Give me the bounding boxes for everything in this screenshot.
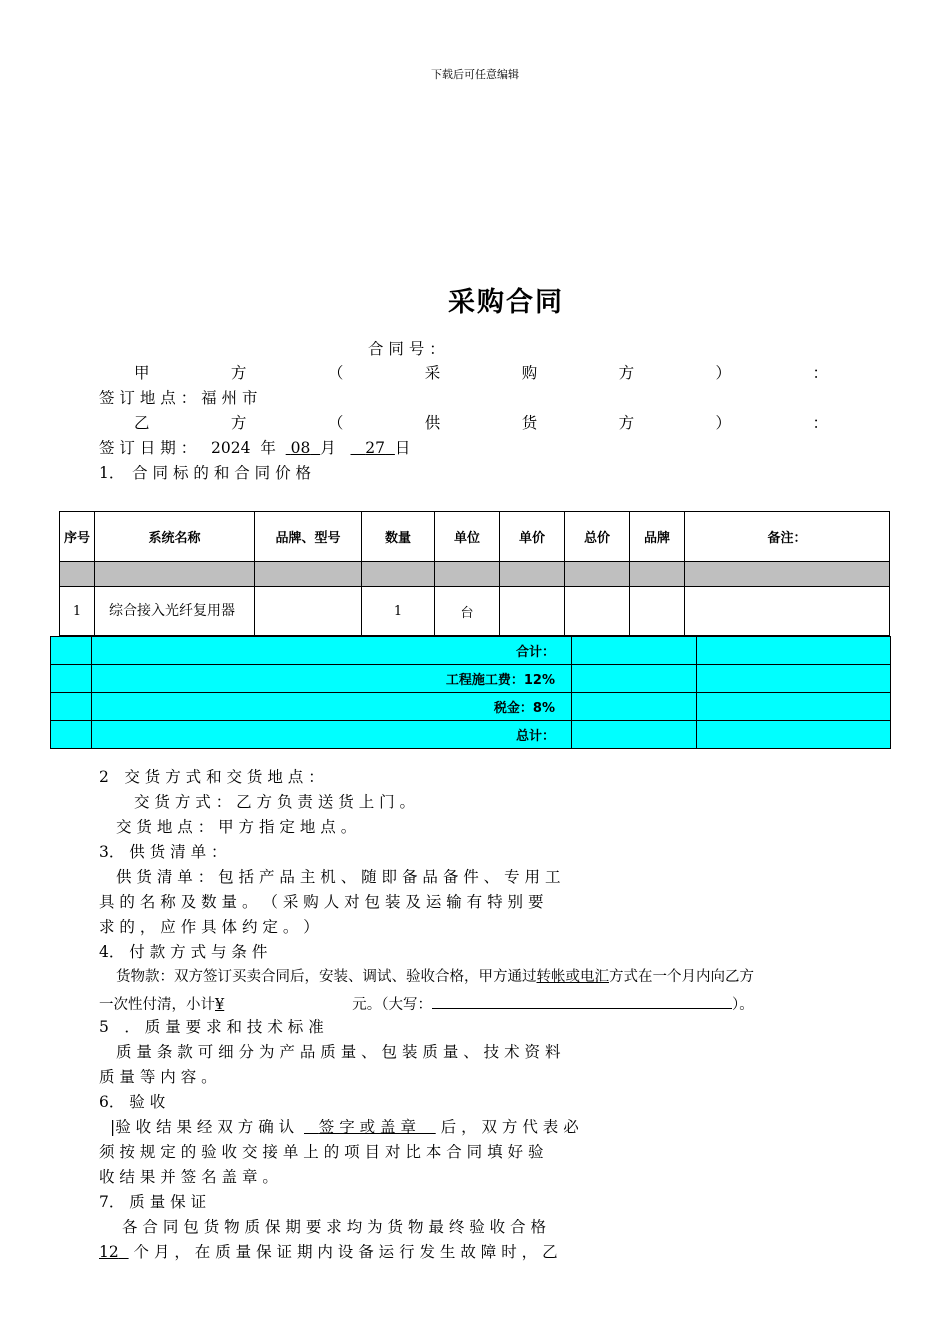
contract-number: 合 同 号 ： — [368, 340, 445, 358]
section-2-heading: 2 交 货 方 式 和 交 货 地 点 ： — [99, 768, 324, 786]
delivery-place: 交 货 地 点 ： 甲 方 指 定 地 点 。 — [116, 818, 357, 836]
party-b-line: 乙 方 （ 供 货 方 ） ： — [134, 414, 828, 432]
sign-date: 签 订 日 期 ： 2024 年 08 月 27 日 — [99, 439, 411, 457]
signature-or-seal: 签 字 或 盖 章 — [318, 1118, 416, 1136]
section-7-heading: 7． 质 量 保 证 — [99, 1193, 207, 1211]
section-5-heading: 5 ． 质 量 要 求 和 技 术 标 准 — [99, 1018, 324, 1036]
section-3-heading: 3． 供 货 清 单 ： — [99, 843, 227, 861]
section-3-line: 具 的 名 称 及 数 量 。 （ 采 购 人 对 包 装 及 运 输 有 特 别 要 — [99, 893, 544, 911]
col-price: 单价 — [500, 512, 565, 562]
section-5-line: 质 量 条 款 可 细 分 为 产 品 质 量 、 包 装 质 量 、 技 术 资 料 — [116, 1043, 561, 1061]
date-month: 08 — [290, 439, 311, 457]
party-a-line: 甲 方 （ 采 购 方 ） ： — [134, 364, 828, 382]
total-row: 总计： — [51, 721, 891, 749]
amount-in-words-blank — [432, 991, 732, 1009]
payment-line-1: 货物款：双方签订买卖合同后，安装、调试、验收合格，甲方通过转帐或电汇方式在一个月内向乙方 — [116, 969, 754, 985]
goods-table — [59, 511, 890, 636]
section-6-line: 收 结 果 并 签 名 盖 章 。 — [99, 1168, 278, 1186]
acceptance-line-1: |验 收 结 果 经 双 方 确 认 签 字 或 盖 章 后 ， 双 方 代 表 必 — [110, 1118, 579, 1136]
page-title: 采购合同 — [448, 287, 564, 318]
sign-place: 签 订 地 点 ： 福 州 市 — [99, 389, 258, 407]
section-4-heading: 4． 付 款 方 式 与 条 件 — [99, 943, 268, 961]
section-6-heading: 6． 验 收 — [99, 1093, 166, 1111]
table-row-shaded — [60, 562, 890, 587]
col-brand: 品牌 — [630, 512, 685, 562]
table-header-row — [60, 512, 890, 562]
col-total: 总价 — [565, 512, 630, 562]
col-qty: 数量 — [362, 512, 435, 562]
total-row: 税金：8% — [51, 693, 891, 721]
col-model: 品牌、型号 — [255, 512, 362, 562]
warranty-line-2: 12 个 月 ， 在 质 量 保 证 期 内 设 备 运 行 发 生 故 障 时 ， 乙 — [99, 1243, 558, 1261]
date-day: 27 — [365, 439, 386, 457]
col-name: 系统名称 — [95, 512, 255, 562]
payment-line-2: 一次性付清，小计¥ 元。（大写： ）。 — [99, 991, 839, 1013]
table-row: 1 综合接入光纤复用器 1 台 — [60, 587, 890, 636]
subtotal-blank: ¥ — [215, 997, 225, 1013]
total-row: 合计： — [51, 637, 891, 665]
delivery-method: 交 货 方 式 ： 乙 方 负 责 送 货 上 门 。 — [134, 793, 416, 811]
col-unit: 单位 — [435, 512, 500, 562]
section-3-line: 求 的 ， 应 作 具 体 约 定 。 ） — [99, 918, 319, 936]
warranty-months: 12 — [99, 1243, 119, 1261]
section-3-line: 供 货 清 单 ： 包 括 产 品 主 机 、 随 即 备 品 备 件 、 专 用 工 — [116, 868, 561, 886]
section-6-line: 须 按 规 定 的 验 收 交 接 单 上 的 项 目 对 比 本 合 同 填 好 验 — [99, 1143, 544, 1161]
header-note: 下载后可任意编辑 — [431, 68, 519, 81]
section-5-line: 质 量 等 内 容 。 — [99, 1068, 217, 1086]
col-note: 备注： — [685, 512, 890, 562]
col-no: 序号 — [60, 512, 95, 562]
section-1-heading: 1． 合 同 标 的 和 合 同 价 格 — [99, 464, 312, 482]
total-row: 工程施工费：12% — [51, 665, 891, 693]
totals-table — [50, 636, 891, 749]
warranty-line-1: 各 合 同 包 货 物 质 保 期 要 求 均 为 货 物 最 终 验 收 合 格 — [122, 1218, 547, 1236]
